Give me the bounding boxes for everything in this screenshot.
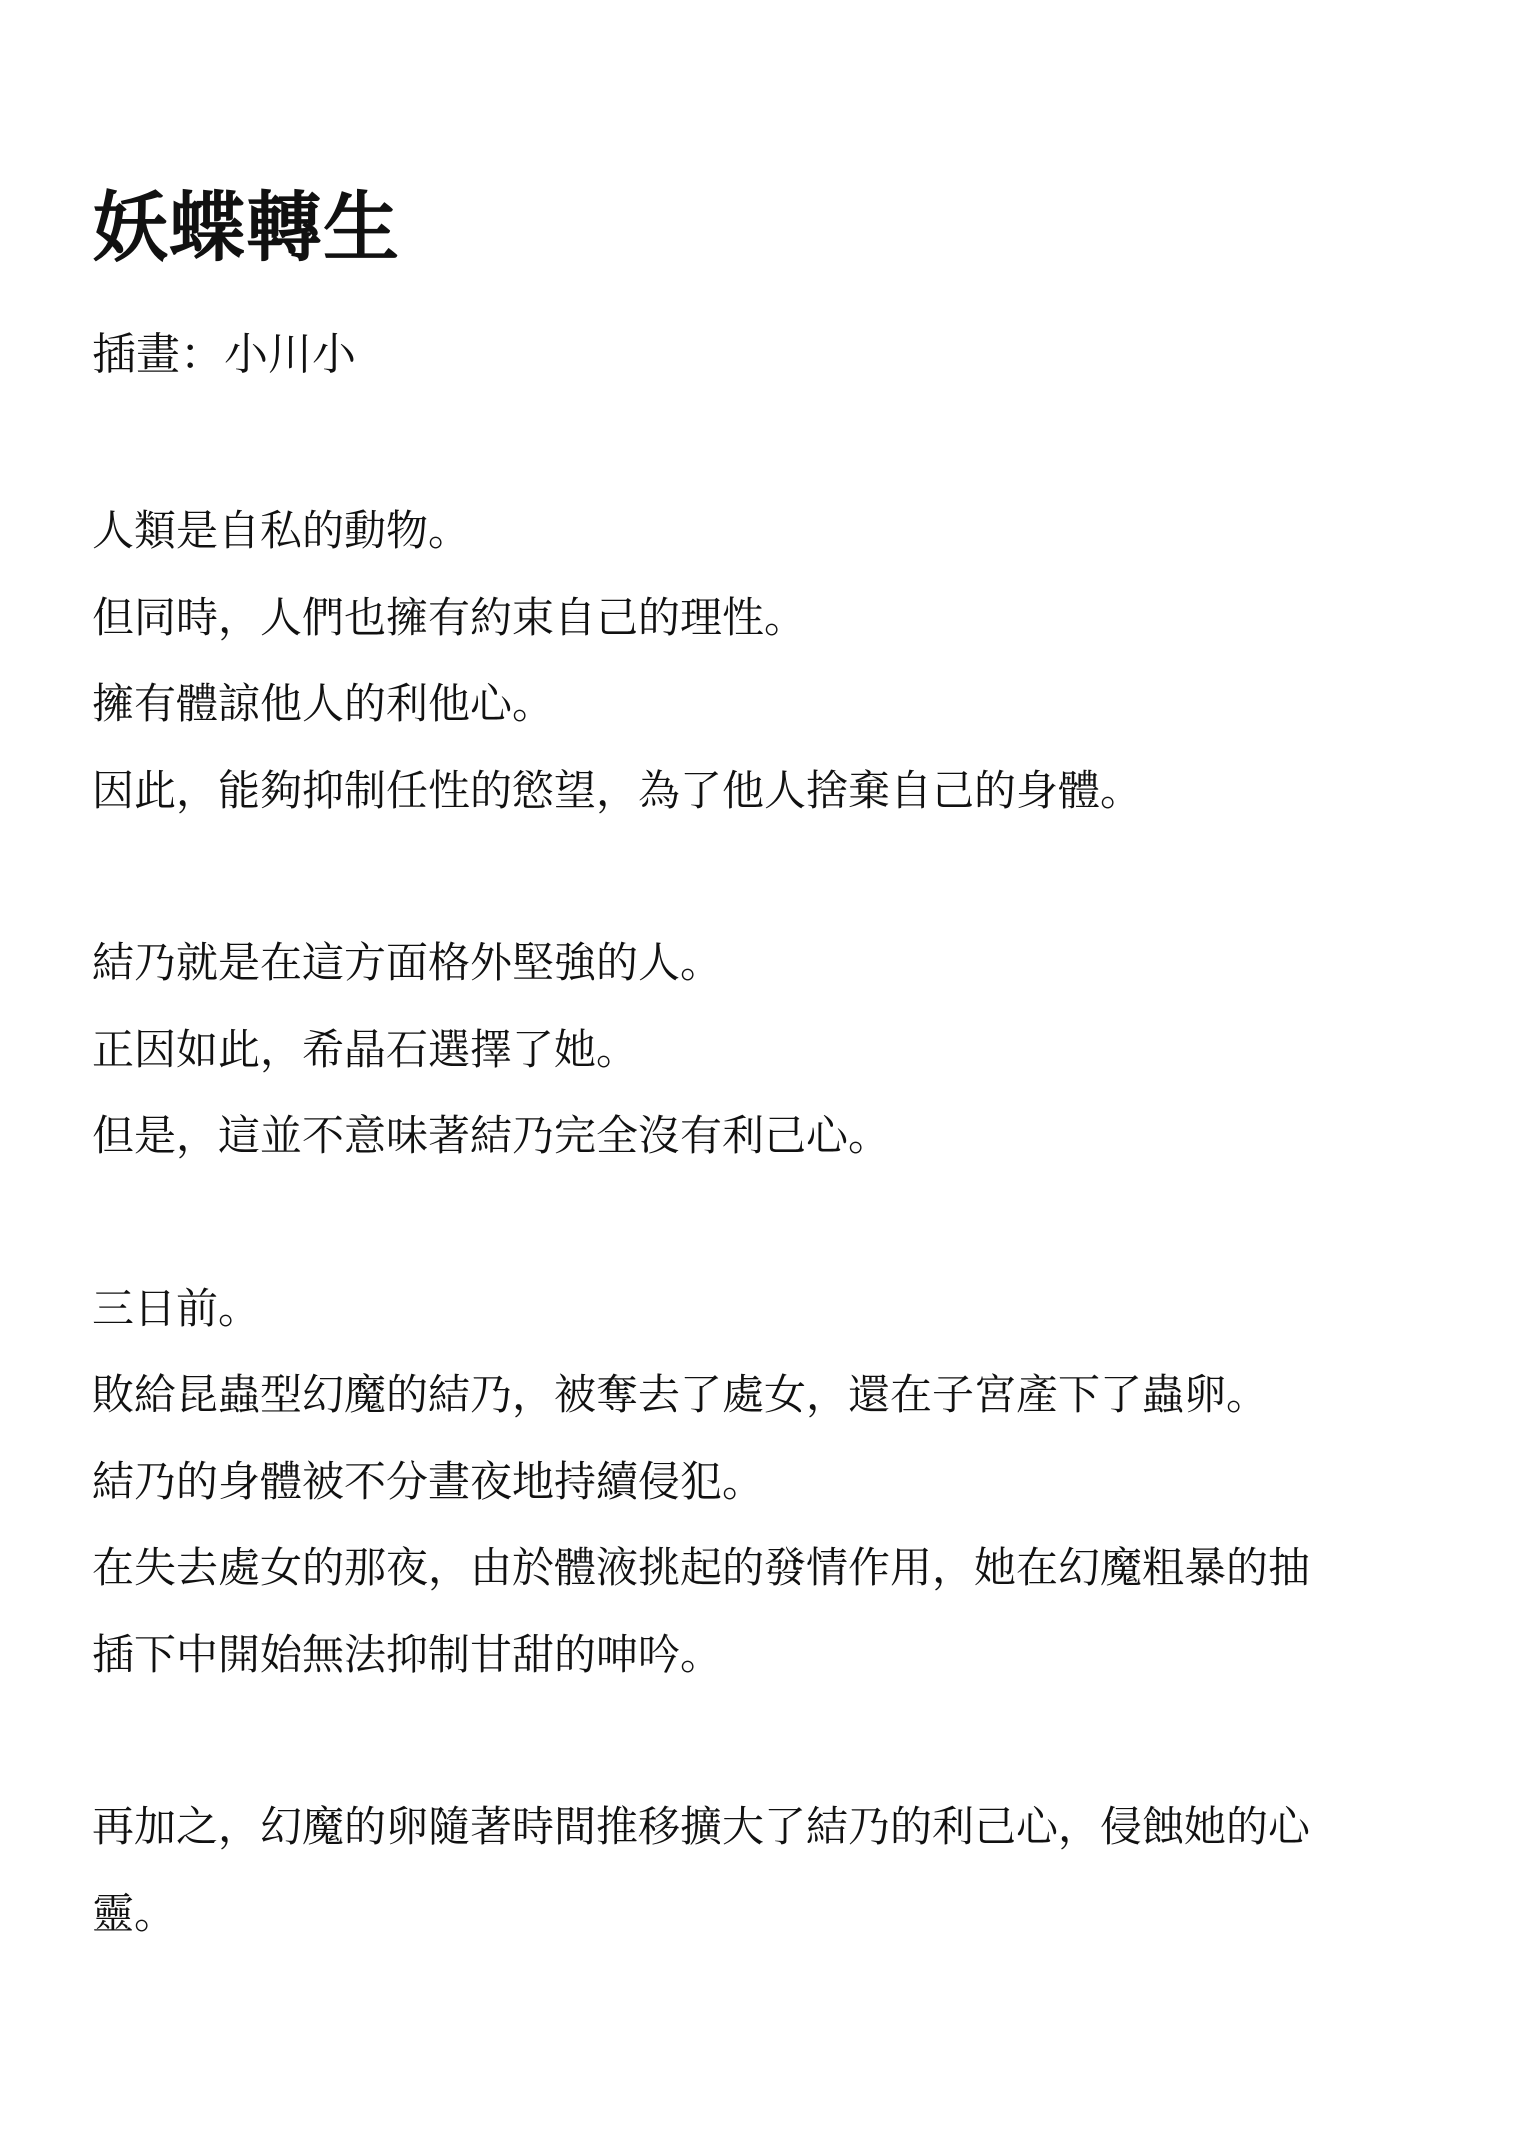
text-line: 正因如此，希晶石選擇了她。 — [92, 1024, 639, 1074]
text-line: 在失去處女的那夜，由於體液挑起的發情作用，她在幻魔粗暴的抽 — [92, 1543, 1311, 1592]
paragraph-3 — [92, 1266, 1452, 1699]
page-title: 妖蝶轉生 — [92, 183, 400, 272]
text-line: 但是，這並不意味著結乃完全沒有利己心。 — [92, 1111, 891, 1160]
text-line: 再加之，幻魔的卵隨著時間推移擴大了結乃的利己心，侵蝕她的心 — [92, 1802, 1311, 1851]
paragraph-1 — [92, 488, 1452, 834]
text-line: 敗給昆蟲型幻魔的結乃，被奪去了處女，還在子宮產下了蟲卵。 — [92, 1370, 1269, 1419]
text-line: 結乃就是在這方面格外堅強的人。 — [92, 938, 723, 987]
text-line: 因此，能夠抑制任性的慾望，為了他人捨棄自己的身體。 — [92, 765, 1143, 815]
text-line: 但同時，人們也擁有約束自己的理性。 — [92, 592, 807, 642]
illustrator-credit: 插畫：小川小 — [92, 329, 356, 380]
text-line: 三日前。 — [92, 1283, 261, 1333]
paragraph-2 — [92, 920, 1452, 1180]
text-line: 插下中開始無法抑制甘甜的呻吟。 — [92, 1629, 723, 1679]
body-text — [92, 488, 1452, 2043]
paragraph-4 — [92, 1784, 1452, 1957]
text-line: 靈。 — [92, 1888, 177, 1938]
text-line: 擁有體諒他人的利他心。 — [92, 679, 555, 728]
text-line: 結乃的身體被不分晝夜地持續侵犯。 — [92, 1456, 765, 1506]
text-line: 人類是自私的動物。 — [92, 506, 471, 555]
